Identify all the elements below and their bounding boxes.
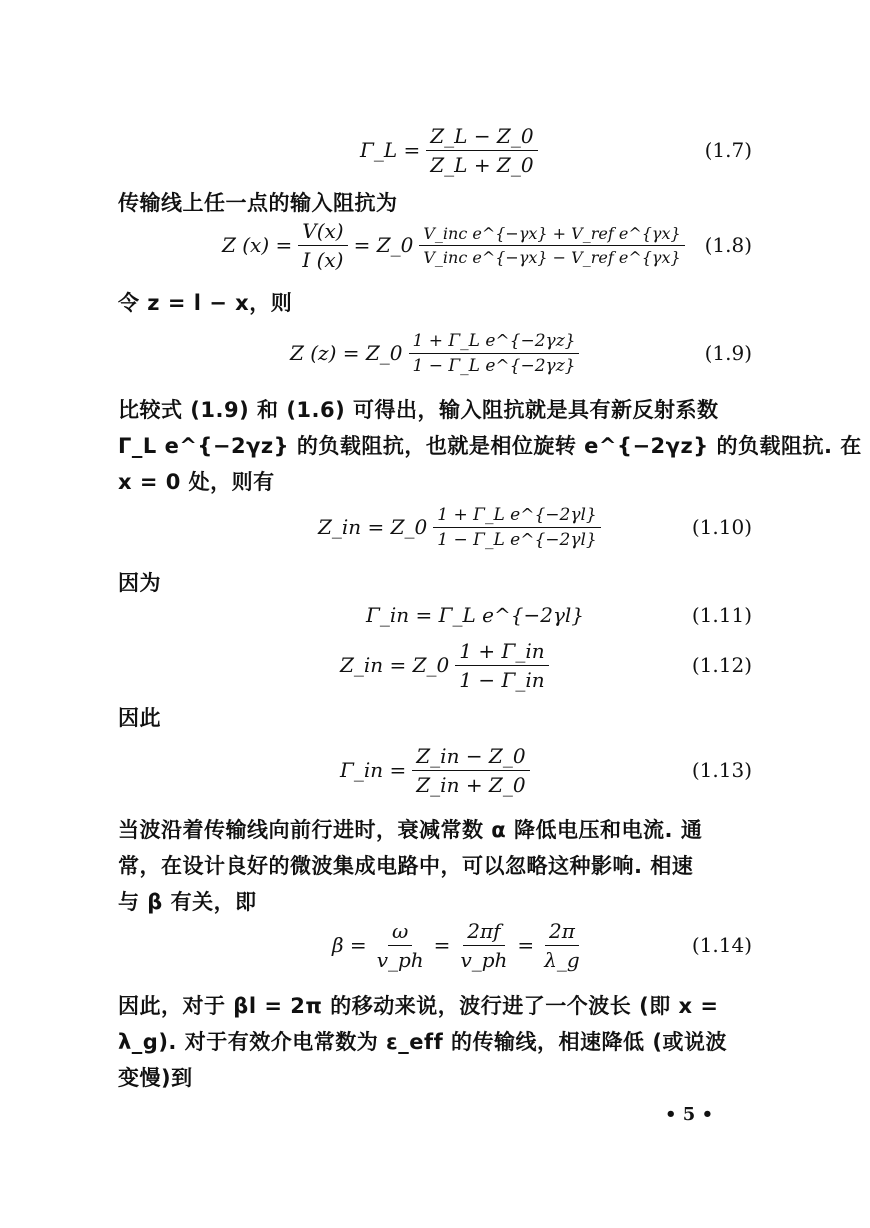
numerator: 1 + Γ_in	[455, 639, 548, 666]
text-line: 比较式 (1.9) 和 (1.6) 可得出，输入阻抗就是具有新反射系数	[118, 398, 719, 422]
numerator: 2πf	[463, 919, 504, 946]
text-line: 变慢)到	[118, 1066, 193, 1090]
denominator: v_ph	[460, 947, 508, 972]
eq-lhs: Γ_in = Γ_L e^{−2γl}	[366, 603, 585, 627]
numerator: 2π	[545, 919, 579, 946]
fraction	[426, 124, 537, 177]
eq-lhs: Z (x) =	[222, 233, 293, 257]
eq-lhs: Z_in = Z_0	[318, 515, 428, 539]
eq-lhs: Z (z) = Z_0	[290, 341, 403, 365]
fraction	[455, 639, 548, 692]
text-line: 因为	[118, 571, 161, 595]
numerator: Z_in − Z_0	[412, 744, 529, 771]
eq-mid: =	[433, 933, 451, 957]
denominator: I (x)	[302, 247, 344, 272]
equation-number: (1.8)	[704, 233, 752, 257]
fraction	[433, 505, 600, 550]
denominator: 1 − Γ_L e^{−2γl}	[437, 529, 597, 550]
equation-1-13	[0, 735, 870, 805]
fraction	[419, 224, 684, 267]
equation-number: (1.9)	[704, 341, 752, 365]
numerator: ω	[388, 919, 412, 946]
fraction	[409, 331, 580, 376]
equation-1-10	[0, 492, 870, 562]
text-line: λ_g). 对于有效介电常数为 ε_eff 的传输线，相速降低 (或说波	[118, 1030, 727, 1054]
eq-mid: = Z_0	[353, 233, 414, 257]
paragraph-2	[118, 285, 758, 321]
text-line: Γ_L e^{−2γz} 的负载阻抗，也就是相位旋转 e^{−2γz} 的负载阻抗. 在	[118, 434, 862, 458]
equation-number: (1.7)	[704, 138, 752, 162]
denominator: Z_in + Z_0	[416, 772, 526, 797]
numerator: 1 + Γ_L e^{−2γl}	[433, 505, 600, 528]
equation-number: (1.14)	[691, 933, 752, 957]
paragraph-6	[118, 812, 758, 920]
equation-1-14	[0, 910, 870, 980]
page-number: • 5 •	[665, 1104, 714, 1125]
equation-number: (1.10)	[691, 515, 752, 539]
eq-lhs: Z_in = Z_0	[340, 653, 450, 677]
paragraph-5	[118, 700, 758, 736]
text-line: x = 0 处，则有	[118, 470, 275, 494]
text-line: 因此	[118, 706, 161, 730]
equation-1-7	[0, 115, 870, 185]
eq-lhs: β =	[332, 933, 367, 957]
fraction	[373, 919, 428, 972]
numerator: Z_L − Z_0	[426, 124, 537, 151]
text-line: 常，在设计良好的微波集成电路中，可以忽略这种影响. 相速	[118, 854, 694, 878]
text-line: 当波沿着传输线向前行进时，衰减常数 α 降低电压和电流. 通	[118, 818, 703, 842]
eq-lhs: Γ_L =	[360, 138, 421, 162]
equation-1-8	[0, 210, 870, 280]
equation-1-12	[0, 630, 870, 700]
denominator: 1 − Γ_in	[459, 667, 545, 692]
denominator: Z_L + Z_0	[430, 152, 534, 177]
text-line: 令 z = l − x，则	[118, 291, 293, 315]
paragraph-3	[118, 392, 862, 500]
numerator: 1 + Γ_L e^{−2γz}	[409, 331, 580, 354]
equation-number: (1.11)	[691, 603, 752, 627]
equation-number: (1.12)	[691, 653, 752, 677]
fraction	[456, 919, 511, 972]
paragraph-7	[118, 988, 758, 1096]
eq-lhs: Γ_in =	[340, 758, 407, 782]
denominator: V_inc e^{−γx} − V_ref e^{γx}	[423, 247, 681, 267]
equation-number: (1.13)	[691, 758, 752, 782]
text-line: 与 β 有关，即	[118, 890, 257, 914]
denominator: 1 − Γ_L e^{−2γz}	[412, 355, 576, 376]
text-line: 传输线上任一点的输入阻抗为	[118, 191, 398, 215]
fraction	[540, 919, 583, 972]
eq-mid: =	[517, 933, 535, 957]
numerator: V(x)	[298, 219, 347, 246]
denominator: λ_g	[544, 947, 580, 972]
fraction	[298, 219, 347, 272]
numerator: V_inc e^{−γx} + V_ref e^{γx}	[419, 224, 684, 246]
fraction	[412, 744, 529, 797]
text-line: 因此，对于 βl = 2π 的移动来说，波行进了一个波长 (即 x =	[118, 994, 719, 1018]
equation-1-9	[0, 318, 870, 388]
denominator: v_ph	[376, 947, 424, 972]
